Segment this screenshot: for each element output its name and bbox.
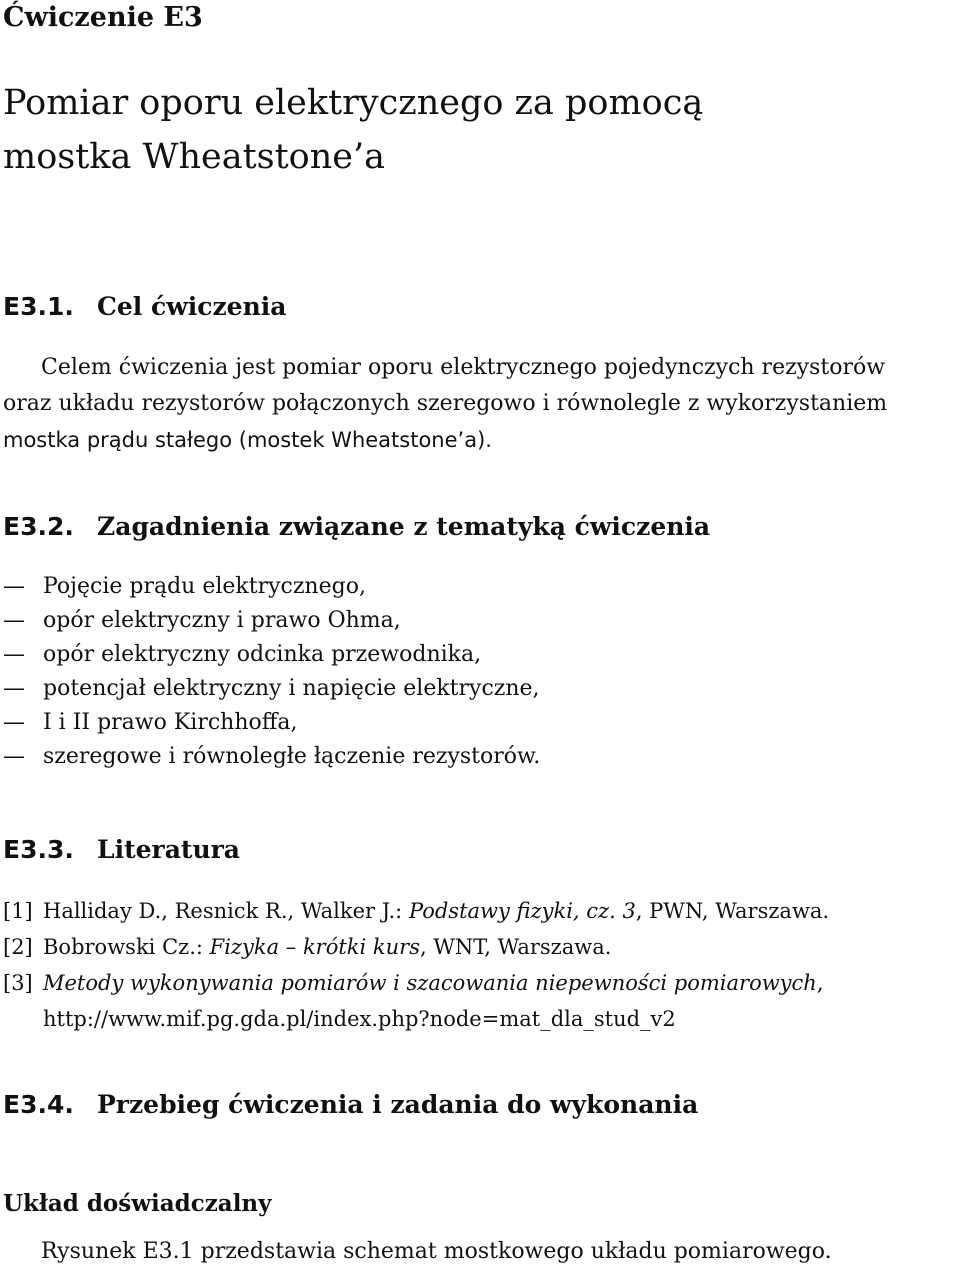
section-number: E3.1. [3, 292, 74, 321]
list-item: — szeregowe i równoległe łączenie rezystorów. [3, 744, 541, 769]
section-title: Literatura [97, 835, 240, 864]
reference-list [3, 893, 829, 1037]
list-item: — potencjał elektryczny i napięcie elektryczne, [3, 676, 540, 701]
document-title [3, 76, 703, 184]
setup-paragraph: Rysunek E3.1 przedstawia schemat mostkowego układu pomiarowego. [41, 1239, 832, 1264]
section-title: Zagadnienia związane z tematyką ćwiczenia [97, 512, 711, 541]
setup-heading: Układ doświadczalny [3, 1190, 272, 1217]
reference-url[interactable]: http://www.mif.pg.gda.pl/index.php?node=mat_dla_stud_v2 [43, 1007, 676, 1031]
goal-line: mostka prądu stałego (mostek Wheatstone’a). [3, 428, 492, 452]
topics-list [3, 570, 540, 774]
list-item: — I i II prawo Kirchhoffa, [3, 710, 298, 735]
section-number: E3.3. [3, 835, 74, 864]
document-title-line1: Pomiar oporu elektrycznego za pomocą [3, 83, 704, 123]
section-title: Przebieg ćwiczenia i zadania do wykonania [97, 1090, 699, 1119]
section-number: E3.4. [3, 1090, 74, 1119]
document-title-line2: mostka Wheatstone’a [3, 137, 385, 177]
reference-item: [3] Metody wykonywania pomiarów i szacowania niepewności pomiarowych, [3, 971, 824, 995]
section-heading-topics [3, 512, 710, 541]
reference-item: [2] Bobrowski Cz.: Fizyka – krótki kurs, WNT, Warszawa. [3, 935, 612, 959]
section-heading-literature [3, 835, 240, 864]
chapter-label: Ćwiczenie E3 [3, 2, 203, 33]
list-item: — Pojęcie prądu elektrycznego, [3, 574, 366, 599]
list-item: — opór elektryczny odcinka przewodnika, [3, 642, 482, 667]
goal-line: oraz układu rezystorów połączonych szeregowo i równolegle z wykorzystaniem [3, 391, 888, 416]
section-heading-goal [3, 292, 286, 321]
goal-paragraph [3, 350, 887, 458]
section-title: Cel ćwiczenia [97, 292, 287, 321]
section-number: E3.2. [3, 512, 74, 541]
list-item: — opór elektryczny i prawo Ohma, [3, 608, 401, 633]
goal-line: Celem ćwiczenia jest pomiar oporu elektrycznego pojedynczych rezystorów [41, 355, 886, 380]
reference-item: [1] Halliday D., Resnick R., Walker J.: Podstawy fizyki, cz. 3, PWN, Warszawa. [3, 899, 830, 923]
section-heading-procedure [3, 1090, 698, 1119]
